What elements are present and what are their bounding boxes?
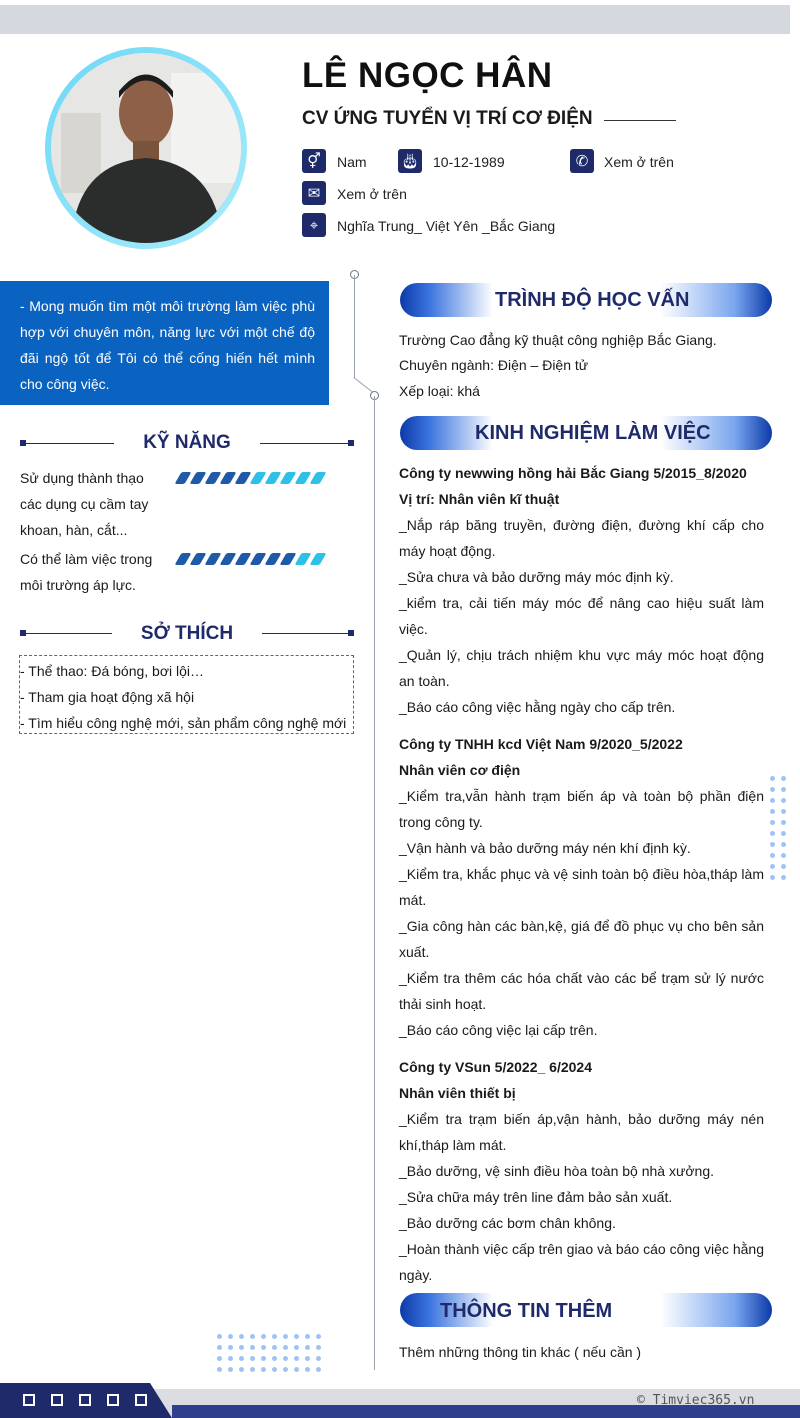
birthday-cake-icon: 🎂︎ xyxy=(398,149,422,173)
job-task: _Sửa chữa máy trên line đảm bảo sản xuất. xyxy=(399,1189,673,1205)
dot xyxy=(781,798,786,803)
dot-pattern xyxy=(217,1334,321,1372)
dot xyxy=(272,1334,277,1339)
skill-bar-segment xyxy=(190,553,207,565)
job-task: _Quản lý, chịu trách nhiệm khu vực máy móc hoạt động an toàn. xyxy=(399,647,764,689)
job-company: Công ty TNHH kcd Việt Nam 9/2020_5/2022 xyxy=(399,736,683,752)
skill-bar-segment xyxy=(205,553,222,565)
skill-bar-segment xyxy=(295,472,312,484)
job-task: _Báo cáo công việc lại cấp trên. xyxy=(399,1022,598,1038)
top-bar xyxy=(0,5,790,34)
dot xyxy=(770,820,775,825)
dot xyxy=(217,1345,222,1350)
skill-bar-segment xyxy=(250,553,267,565)
job-task: _Bảo dưỡng, vệ sinh điều hòa toàn bộ nhà xưởng. xyxy=(399,1163,714,1179)
dot xyxy=(305,1367,310,1372)
dot xyxy=(228,1334,233,1339)
dot xyxy=(781,864,786,869)
job-title: CV ỨNG TUYỂN VỊ TRÍ CƠ ĐIỆN xyxy=(302,108,593,129)
dot xyxy=(250,1345,255,1350)
skill-bar-segment xyxy=(235,553,252,565)
dot xyxy=(283,1367,288,1372)
dot xyxy=(770,842,775,847)
dot xyxy=(261,1356,266,1361)
dot xyxy=(217,1334,222,1339)
skill-bar-segment xyxy=(220,472,237,484)
dot xyxy=(239,1345,244,1350)
dot xyxy=(272,1356,277,1361)
phone-value: Xem ở trên xyxy=(604,154,674,170)
skill-bar-segment xyxy=(175,553,192,565)
dot xyxy=(770,875,775,880)
skills-title: KỸ NĂNG xyxy=(143,432,231,453)
skill-bar-segment xyxy=(205,472,222,484)
dot xyxy=(250,1334,255,1339)
dot xyxy=(770,809,775,814)
job-task: _kiểm tra, cải tiến máy móc để nâng cao hiệu suất làm việc. xyxy=(399,595,764,637)
dot-pattern xyxy=(770,776,786,880)
career-objective: - Mong muốn tìm một môi trường làm việc phù hợp với chuyên môn, năng lực với một chế độ đãi ngộ tốt để Tôi có thể cống hiến hết mình cho công việc. xyxy=(0,281,329,405)
education-line: Xếp loại: khá xyxy=(399,383,480,399)
email-icon: ✉ xyxy=(302,181,326,205)
dot xyxy=(239,1367,244,1372)
dot xyxy=(239,1334,244,1339)
hobby-item: - Tìm hiểu công nghệ mới, sản phẩm công nghệ mới xyxy=(20,715,347,731)
skill-bar-segment xyxy=(235,472,252,484)
dot xyxy=(272,1367,277,1372)
hobby-item: - Thể thao: Đá bóng, bơi lội… xyxy=(20,663,205,679)
job-entry xyxy=(399,460,764,720)
job-entry xyxy=(399,731,764,1043)
dot xyxy=(261,1334,266,1339)
dot xyxy=(228,1367,233,1372)
skill-bar-segment xyxy=(310,553,327,565)
dot xyxy=(228,1345,233,1350)
section-marker xyxy=(348,630,354,636)
job-position: Nhân viên thiết bị xyxy=(399,1085,516,1101)
skill-bar-segment xyxy=(190,472,207,484)
location-pin-icon: ⌖ xyxy=(302,213,326,237)
gender-icon: ⚥ xyxy=(302,149,326,173)
dot xyxy=(217,1356,222,1361)
skill-bar-segment xyxy=(280,553,297,565)
skill-level-bar xyxy=(178,472,323,484)
job-task: _Vận hành và bảo dưỡng máy nén khí định kỳ. xyxy=(399,840,691,856)
dot xyxy=(283,1345,288,1350)
skill-bar-segment xyxy=(295,553,312,565)
job-task: _Kiểm tra, khắc phục và vệ sinh toàn bộ điều hòa,tháp làm mát. xyxy=(399,866,764,908)
hobby-item: - Tham gia hoạt động xã hội xyxy=(20,689,195,705)
address-value: Nghĩa Trung_ Việt Yên _Bắc Giang xyxy=(337,218,556,234)
job-task: _Sửa chưa và bảo dưỡng máy móc định kỳ. xyxy=(399,569,674,585)
dot xyxy=(781,776,786,781)
dot xyxy=(781,820,786,825)
dot xyxy=(305,1345,310,1350)
dot xyxy=(316,1334,321,1339)
job-position: Vị trí: Nhân viên kĩ thuật xyxy=(399,491,560,507)
dot xyxy=(781,809,786,814)
section-rule xyxy=(260,443,348,444)
hobbies-list xyxy=(19,655,354,734)
dot xyxy=(770,798,775,803)
skill-bar-segment xyxy=(250,472,267,484)
job-task: _Kiểm tra trạm biến áp,vận hành, bảo dưỡng máy nén khí,tháp làm mát. xyxy=(399,1111,764,1153)
job-task: _Kiểm tra thêm các hóa chất vào các bể trạm sử lý nước thải sinh hoạt. xyxy=(399,970,764,1012)
gender-value: Nam xyxy=(337,154,367,170)
skill-bar-segment xyxy=(280,472,297,484)
section-rule xyxy=(262,633,348,634)
job-task: _Nắp ráp băng truyền, đường điện, đường khí cấp cho máy hoạt động. xyxy=(399,517,764,559)
dot xyxy=(283,1356,288,1361)
email-value: Xem ở trên xyxy=(337,186,407,202)
job-company: Công ty VSun 5/2022_ 6/2024 xyxy=(399,1059,592,1075)
dot xyxy=(770,831,775,836)
dot xyxy=(294,1367,299,1372)
education-line: Trường Cao đẳng kỹ thuật công nghiệp Bắc Giang. xyxy=(399,332,717,348)
job-entry xyxy=(399,1054,764,1288)
job-task: _Báo cáo công việc hằng ngày cho cấp trên. xyxy=(399,699,676,715)
dot xyxy=(770,776,775,781)
dot xyxy=(770,864,775,869)
phone-icon: ✆ xyxy=(570,149,594,173)
dot xyxy=(316,1345,321,1350)
skill-bar-segment xyxy=(220,553,237,565)
experience-title: KINH NGHIỆM LÀM VIỆC xyxy=(475,422,711,444)
dot xyxy=(781,875,786,880)
job-position: Nhân viên cơ điện xyxy=(399,762,521,778)
timeline-line-upper xyxy=(354,275,355,378)
job-task: _Kiểm tra,vẫn hành trạm biến áp và toàn bộ phần điện trong công ty. xyxy=(399,788,764,830)
title-divider xyxy=(604,120,676,121)
skill-bar-segment xyxy=(265,553,282,565)
dot xyxy=(250,1367,255,1372)
dot xyxy=(316,1356,321,1361)
skill-item: Sử dụng thành thạo các dụng cụ cầm tay khoan, hàn, cắt... xyxy=(20,470,149,538)
dot xyxy=(316,1367,321,1372)
avatar xyxy=(51,53,241,243)
job-company: Công ty newwing hồng hải Bắc Giang 5/2015_8/2020 xyxy=(399,465,747,481)
more-info-title: THÔNG TIN THÊM xyxy=(440,1300,613,1322)
job-task: _Gia công hàn các bàn,kệ, giá để đồ phục vụ cho bên sản xuất. xyxy=(399,918,764,960)
candidate-name: LÊ NGỌC HÂN xyxy=(302,56,553,95)
dot xyxy=(781,831,786,836)
dot xyxy=(781,842,786,847)
skill-item: Có thể làm việc trong môi trường áp lực. xyxy=(20,551,153,593)
dot xyxy=(261,1345,266,1350)
dot xyxy=(294,1334,299,1339)
timeline-line xyxy=(374,396,375,1370)
hobbies-title: SỞ THÍCH xyxy=(140,623,234,644)
dot xyxy=(250,1356,255,1361)
section-marker xyxy=(348,440,354,446)
skill-bar-segment xyxy=(310,472,327,484)
job-task: _Hoàn thành việc cấp trên giao và báo cáo công việc hằng ngày. xyxy=(399,1241,764,1283)
dot xyxy=(294,1345,299,1350)
dot xyxy=(294,1356,299,1361)
skill-bar-segment xyxy=(175,472,192,484)
birthdate-value: 10-12-1989 xyxy=(433,154,505,170)
skill-bar-segment xyxy=(265,472,282,484)
more-info-text: Thêm những thông tin khác ( nếu cần ) xyxy=(399,1344,642,1360)
dot xyxy=(272,1345,277,1350)
watermark: © Timviec365.vn xyxy=(637,1393,755,1408)
dot xyxy=(781,853,786,858)
education-line: Chuyên ngành: Điện – Điện tử xyxy=(399,357,589,373)
dot xyxy=(217,1367,222,1372)
section-rule xyxy=(26,633,112,634)
dot xyxy=(770,787,775,792)
dot xyxy=(770,853,775,858)
dot xyxy=(305,1356,310,1361)
section-rule xyxy=(26,443,114,444)
dot xyxy=(228,1356,233,1361)
dot xyxy=(283,1334,288,1339)
dot xyxy=(239,1356,244,1361)
person-photo-icon xyxy=(51,53,241,243)
dot xyxy=(261,1367,266,1372)
job-task: _Bảo dưỡng các bơm chân không. xyxy=(399,1215,616,1231)
dot xyxy=(305,1334,310,1339)
dot xyxy=(781,787,786,792)
education-title: TRÌNH ĐỘ HỌC VẤN xyxy=(495,289,690,311)
skill-level-bar xyxy=(178,553,323,565)
